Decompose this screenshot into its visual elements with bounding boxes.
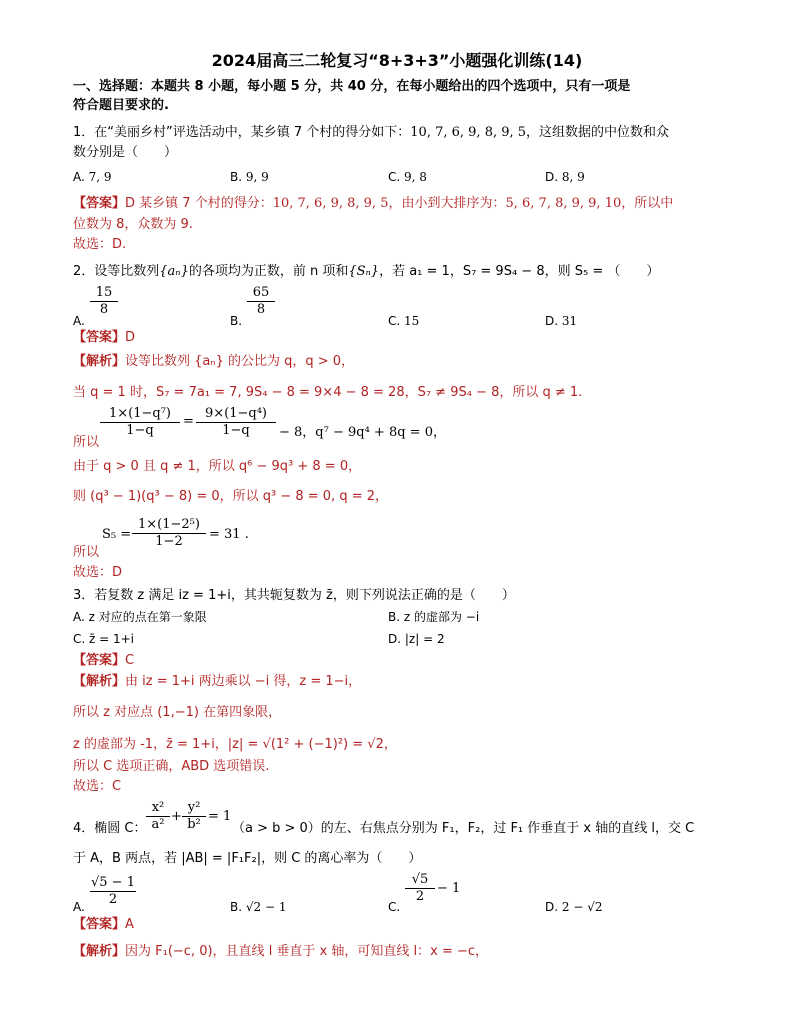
q3-solution-line4: 所以 C 选项正确，ABD 选项错误.	[73, 759, 270, 774]
q1-answer-line1: 【答案】D 某乡镇 7 个村的得分：10, 7, 6, 9, 8, 9, 5，由小到大排序为：5, 6, 7, 8, 9, 9, 10，所以中	[73, 196, 674, 211]
q4-option-a-fraction: $\frac{√5 - 1}{2}$	[91, 875, 135, 907]
q3-option-a: A. z 对应的点在第一象限	[73, 610, 207, 624]
q4-answer: 【答案】A	[73, 917, 134, 932]
q2-solution-line3-label: 所以	[73, 435, 100, 450]
q2-answer: 【答案】D	[73, 330, 136, 345]
q2-solution-fraction-right: $\frac{\text{9×(1−q⁴)}}{1-q}$	[196, 406, 276, 439]
q3-option-c: C. z̄ = 1+i	[73, 632, 135, 646]
q2-solution-line4: 由于 q > 0 且 q ≠ 1，所以 q⁶ − 9q³ + 8 = 0，	[73, 459, 362, 474]
q3-stem: 3．若复数 z 满足 iz = 1+i，其共轭复数为 z̄，则下列说法正确的是（ ）	[73, 588, 515, 603]
q2-solution-s5: S₅ =	[102, 527, 132, 542]
q1-answer-line3: 故选：D.	[73, 237, 127, 252]
q2-solution-line2: 当 q = 1 时，S₇ = 7a₁ = 7, 9S₄ − 8 = 9×4 − 8 = 28，S₇ ≠ 9S₄ − 8，所以 q ≠ 1.	[73, 385, 583, 400]
q2-solution-line1: 【解析】设等比数列 {aₙ} 的公比为 q，q > 0，	[73, 354, 355, 369]
q1-option-a: A. 7, 9	[73, 170, 112, 184]
q4-stem-condition: （a > b > 0）的左、右焦点分别为 F₁，F₂，过 F₁ 作垂直于 x 轴的直线 l，交 C	[232, 821, 695, 836]
q4-option-c-tail: − 1	[437, 881, 461, 896]
q1-option-c: C. 9, 8	[388, 170, 427, 184]
q2-option-a-label: A.	[73, 314, 85, 328]
q2-option-c: C. 15	[388, 314, 420, 328]
q1-answer-line2: 位数为 8，众数为 9.	[73, 217, 193, 232]
q2-solution-line5: 则 (q³ − 1)(q³ − 8) = 0，所以 q³ − 8 = 0, q = 2，	[73, 489, 389, 504]
q4-ellipse-y-term: $\frac{\text{y²}}{\text{b²}}$	[182, 800, 206, 833]
q1-stem-line2: 数分别是（ ）	[73, 145, 178, 160]
q2-solution-line6-label: 所以	[73, 545, 100, 560]
q3-solution-line3: z 的虚部为 -1，z̄ = 1+i，|z| = √(1² + (−1)²) = √2，	[73, 737, 397, 752]
q4-option-b: B. √2 − 1	[230, 900, 287, 914]
q2-solution-fraction-left: $\frac{\text{1×(1−q⁷)}}{1-q}$	[100, 406, 180, 439]
q2-solution-equals: =	[183, 414, 194, 429]
section-heading-line2: 符合题目要求的.	[73, 98, 169, 113]
q2-solution-line3-tail: − 8，q⁷ − 9q⁴ + 8q = 0，	[279, 425, 446, 440]
q2-solution-line7: 故选：D	[73, 565, 123, 580]
q1-stem-line1: 1．在“美丽乡村”评选活动中，某乡镇 7 个村的得分如下：10, 7, 6, 9, 8, 9, 5，这组数据的中位数和众	[73, 125, 670, 140]
q4-option-c-fraction: $\frac{√5}{2}$	[405, 872, 435, 905]
q3-option-b: B. z 的虚部为 −i	[388, 610, 480, 624]
q4-ellipse-equals: = 1	[208, 809, 232, 824]
q2-option-d: D. 31	[545, 314, 578, 328]
q3-answer: 【答案】C	[73, 653, 135, 668]
q2-option-a-fraction: $\frac{15}{8}$	[90, 285, 118, 318]
q4-stem-line2: 于 A，B 两点，若 |AB| = |F₁F₂|，则 C 的离心率为（ ）	[73, 851, 422, 866]
page-title: 2024届高三二轮复习“8+3+3”小题强化训练(14)	[211, 51, 583, 70]
q3-solution-line5: 故选：C	[73, 779, 122, 794]
section-heading-line1: 一、选择题：本题共 8 小题，每小题 5 分，共 40 分，在每小题给出的四个选项中，只有一项是	[73, 79, 631, 94]
q4-ellipse-plus: +	[171, 809, 182, 824]
q4-option-c-label: C.	[388, 900, 401, 914]
q3-solution-line1: 【解析】由 iz = 1+i 两边乘以 −i 得，z = 1−i，	[73, 674, 362, 689]
q3-solution-line2: 所以 z 对应点 (1,−1) 在第四象限，	[73, 705, 282, 720]
q2-stem: 2．设等比数列{aₙ}的各项均为正数，前 n 项和{Sₙ}，若 a₁ = 1，S₇ = 9S₄ − 8，则 S₅ = （ ）	[73, 264, 660, 279]
q2-solution-s5-result: = 31 .	[209, 527, 249, 542]
q1-option-b: B. 9, 9	[230, 170, 269, 184]
q4-ellipse-x-term: $\frac{\text{x²}}{\text{a²}}$	[146, 800, 170, 833]
q4-option-a-label: A.	[73, 900, 85, 914]
q2-option-b-label: B.	[230, 314, 243, 328]
q4-option-d: D. 2 − √2	[545, 900, 603, 914]
q1-option-d: D. 8, 9	[545, 170, 585, 184]
q2-solution-s5-fraction: $\frac{\text{1×(1−2⁵)}}{1-2}$	[132, 517, 206, 550]
q3-option-d: D. |z| = 2	[388, 632, 445, 646]
q2-option-b-fraction: $\frac{65}{8}$	[247, 285, 275, 318]
q4-solution-line1: 【解析】因为 F₁(−c, 0)，且直线 l 垂直于 x 轴，可知直线 l：x = −c，	[73, 944, 489, 959]
q4-stem-label: 4．椭圆 C：	[73, 821, 147, 836]
